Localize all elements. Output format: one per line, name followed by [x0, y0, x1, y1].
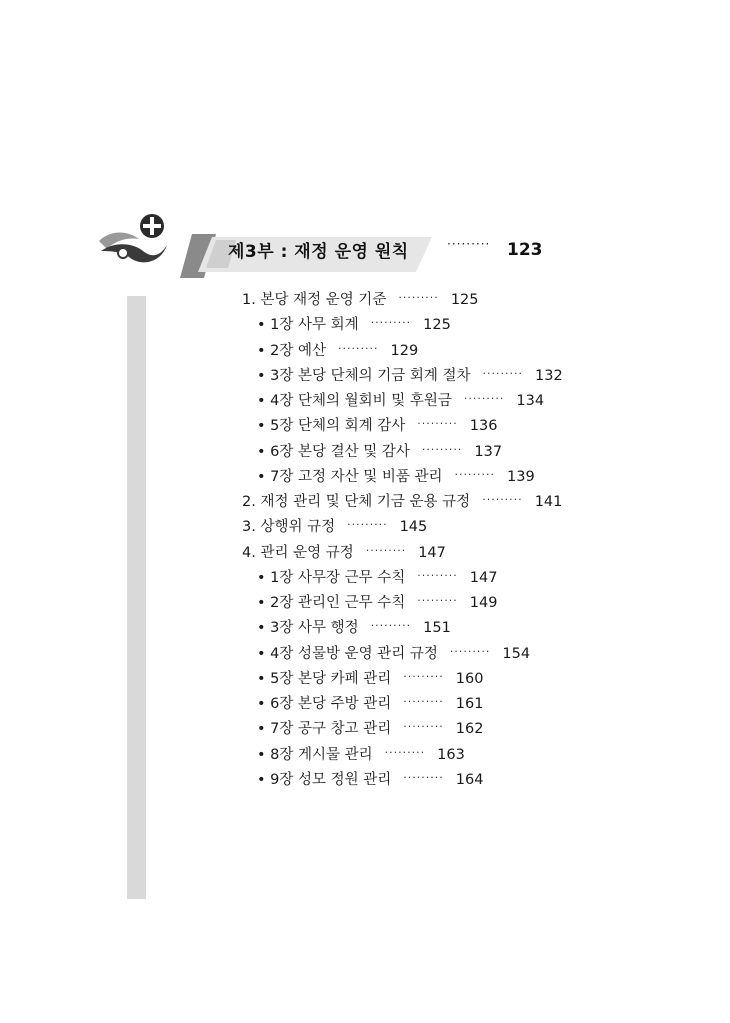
toc-page-number: 147	[418, 544, 446, 561]
toc-dot-leader: ·········	[403, 770, 444, 784]
toc-page-number: 162	[455, 721, 484, 738]
toc-entry-title: • 1장 사무장 근무 수칙	[257, 569, 406, 586]
toc-page-number: 136	[469, 418, 498, 435]
toc-page-number: 125	[423, 317, 451, 334]
toc-chapter-entry	[257, 364, 563, 384]
toc-dot-leader: ·········	[365, 543, 407, 557]
toc-entry-title: • 3장 본당 단체의 기금 회계 절차	[257, 367, 471, 384]
toc-section-entry	[242, 541, 446, 561]
toc-page-number: 163	[437, 746, 465, 763]
parish-logo-icon	[97, 211, 169, 269]
toc-entry-title: • 8장 게시물 관리	[257, 746, 373, 763]
toc-entry-title: • 6장 본당 결산 및 감사	[257, 443, 410, 460]
toc-chapter-entry	[257, 768, 483, 788]
toc-page-number: 141	[534, 494, 563, 510]
toc-page-number: 137	[474, 443, 503, 460]
toc-entry-title: • 4장 성물방 운영 관리 규정	[257, 645, 438, 662]
toc-chapter-entry	[257, 339, 418, 359]
toc-page-number: 151	[423, 620, 451, 637]
toc-chapter-entry	[257, 717, 483, 737]
toc-dot-leader: ·········	[403, 720, 444, 734]
toc-dot-leader: ·········	[482, 493, 523, 506]
toc-dot-leader: ·········	[463, 392, 505, 405]
toc-dot-leader: ·········	[417, 417, 458, 431]
toc-page-number: 125	[450, 292, 479, 308]
toc-chapter-entry	[257, 313, 451, 333]
toc-dot-leader: ·········	[338, 341, 379, 355]
toc-page-number: 160	[455, 670, 484, 687]
toc-page-number: 164	[455, 771, 484, 788]
toc-dot-leader: ·········	[398, 291, 439, 304]
toc-dot-leader: ·········	[421, 442, 463, 456]
toc-entry-title: • 2장 예산	[257, 342, 327, 359]
toc-dot-leader: ·········	[454, 467, 495, 481]
toc-page-number: 139	[507, 468, 535, 485]
toc-dot-leader: ·········	[403, 695, 444, 708]
toc-dot-leader: ·········	[384, 745, 426, 759]
toc-section-entry	[242, 515, 427, 535]
toc-chapter-entry	[257, 389, 544, 409]
toc-entry-title: 1. 본당 재정 운영 기준	[242, 292, 387, 308]
toc-section-entry	[242, 490, 562, 510]
toc-entry-title: • 4장 단체의 월회비 및 후원금	[257, 393, 452, 409]
toc-page-number: 132	[535, 367, 563, 384]
toc-page-number: 129	[390, 342, 419, 359]
toc-chapter-entry	[257, 440, 502, 460]
part-dot-leader: ·········	[447, 237, 491, 251]
toc-dot-leader: ·········	[347, 518, 388, 532]
toc-dot-leader: ·········	[370, 316, 412, 330]
toc-entry-title: • 3장 사무 행정	[257, 620, 359, 637]
toc-dot-leader: ·········	[417, 594, 458, 607]
part-page-number: 123	[507, 240, 543, 260]
toc-page-number: 161	[455, 696, 484, 712]
toc-entry-title: 2. 재정 관리 및 단체 기금 운용 규정	[242, 494, 471, 510]
toc-entry-title: • 5장 본당 카페 관리	[257, 670, 392, 687]
toc-chapter-entry	[257, 465, 535, 485]
toc-chapter-entry	[257, 414, 497, 434]
toc-entry-title: • 2장 관리인 근무 수칙	[257, 595, 406, 611]
toc-chapter-entry	[257, 667, 483, 687]
toc-chapter-entry	[257, 642, 530, 662]
toc-dot-leader: ·········	[482, 366, 524, 380]
toc-section-entry	[242, 288, 479, 308]
toc-page-number: 149	[469, 595, 498, 611]
toc-chapter-entry	[257, 616, 451, 636]
toc-page-number: 145	[399, 519, 428, 536]
toc-chapter-entry	[257, 566, 497, 586]
toc-entry-title: • 5장 단체의 회계 감사	[257, 418, 406, 435]
toc-dot-leader: ·········	[417, 568, 458, 582]
toc-dot-leader: ·········	[403, 669, 444, 683]
toc-dot-leader: ·········	[370, 619, 412, 633]
toc-page-number: 134	[516, 393, 545, 409]
toc-entry-title: 3. 상행위 규정	[242, 519, 336, 536]
toc-dot-leader: ·········	[449, 644, 491, 658]
part-title: 제3부 : 재정 운영 원칙	[228, 242, 409, 262]
toc-entry-title: • 1장 사무 회계	[257, 317, 359, 334]
toc-entry-title: • 7장 공구 창고 관리	[257, 721, 392, 738]
toc-page-number: 147	[469, 569, 498, 586]
toc-entry-title: • 9장 성모 정원 관리	[257, 771, 392, 788]
toc-entry-title: • 6장 본당 주방 관리	[257, 696, 392, 712]
toc-chapter-entry	[257, 591, 497, 611]
toc-chapter-entry	[257, 692, 483, 712]
toc-entry-title: 4. 관리 운영 규정	[242, 544, 354, 561]
toc-entry-title: • 7장 고정 자산 및 비품 관리	[257, 468, 443, 485]
side-decorative-bar	[127, 296, 146, 899]
toc-chapter-entry	[257, 743, 465, 763]
toc-page-number: 154	[502, 645, 531, 662]
